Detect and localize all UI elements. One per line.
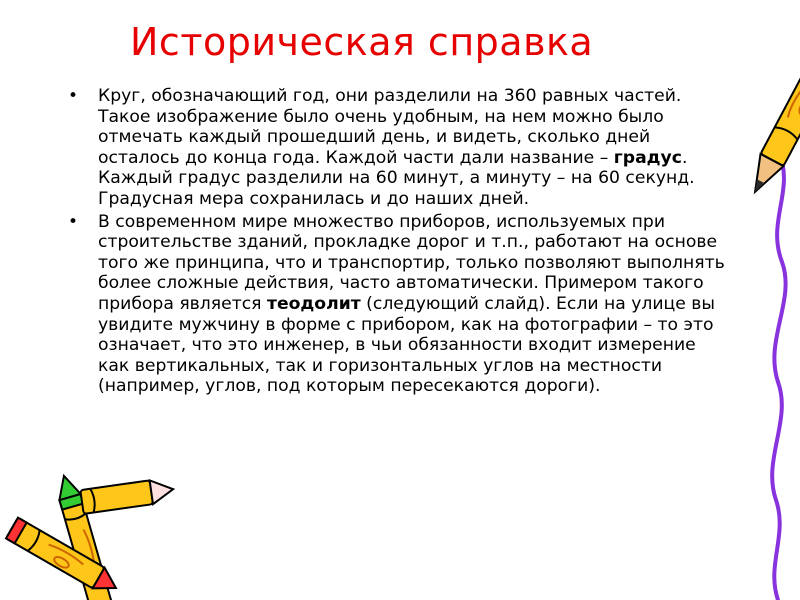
paragraph-text: Круг, обозначающий год, они разделили на 360 равных частей. Такое изображение было очень удобным, на нем можно было отмечать каждый прошедший день, и видеть, сколько дней осталось до конца года. Каждой части дали название – [98,86,682,168]
crayon-bottom-left-green-icon [53,473,112,600]
crayon-bottom-left-diagonal-icon [6,518,122,599]
term-gradus: градус [613,147,682,168]
term-teodolit: теодолит [266,293,361,314]
bullet-icon: • [68,86,79,106]
paragraph-text: . Каждый градус разделили на 60 минут, а минуту – на 60 секунд. Градусная мера сохранилась и до наших дней. [98,147,695,209]
paragraph-text: (следующий слайд). Если на улице вы увидите мужчину в форме с прибором, как на фотографии – то это означает, что это инженер, в чьи обязанности входит измерение как вертикальных, так и горизонтальных углов на местности (например, углов, под которым пересекаются дороги). [98,293,715,397]
slide-title: Историческая справка [130,20,594,64]
bullet-paragraph-2 [68,212,728,397]
crayon-top-right-icon [744,4,800,198]
paragraph-text: В современном мире множество приборов, используемых при строительстве зданий, прокладке дорог и т.п., работают на основе того же принципа, что и транспортир, только позволяют выполнять более сложные действия, часто автоматически. Примером такого прибора является [98,211,725,314]
crayon-bottom-left-red-icon [80,477,174,514]
squiggle-line-icon [772,150,785,600]
slide-body [68,86,728,399]
bullet-icon: • [68,211,79,232]
bullet-paragraph-1 [68,86,728,210]
